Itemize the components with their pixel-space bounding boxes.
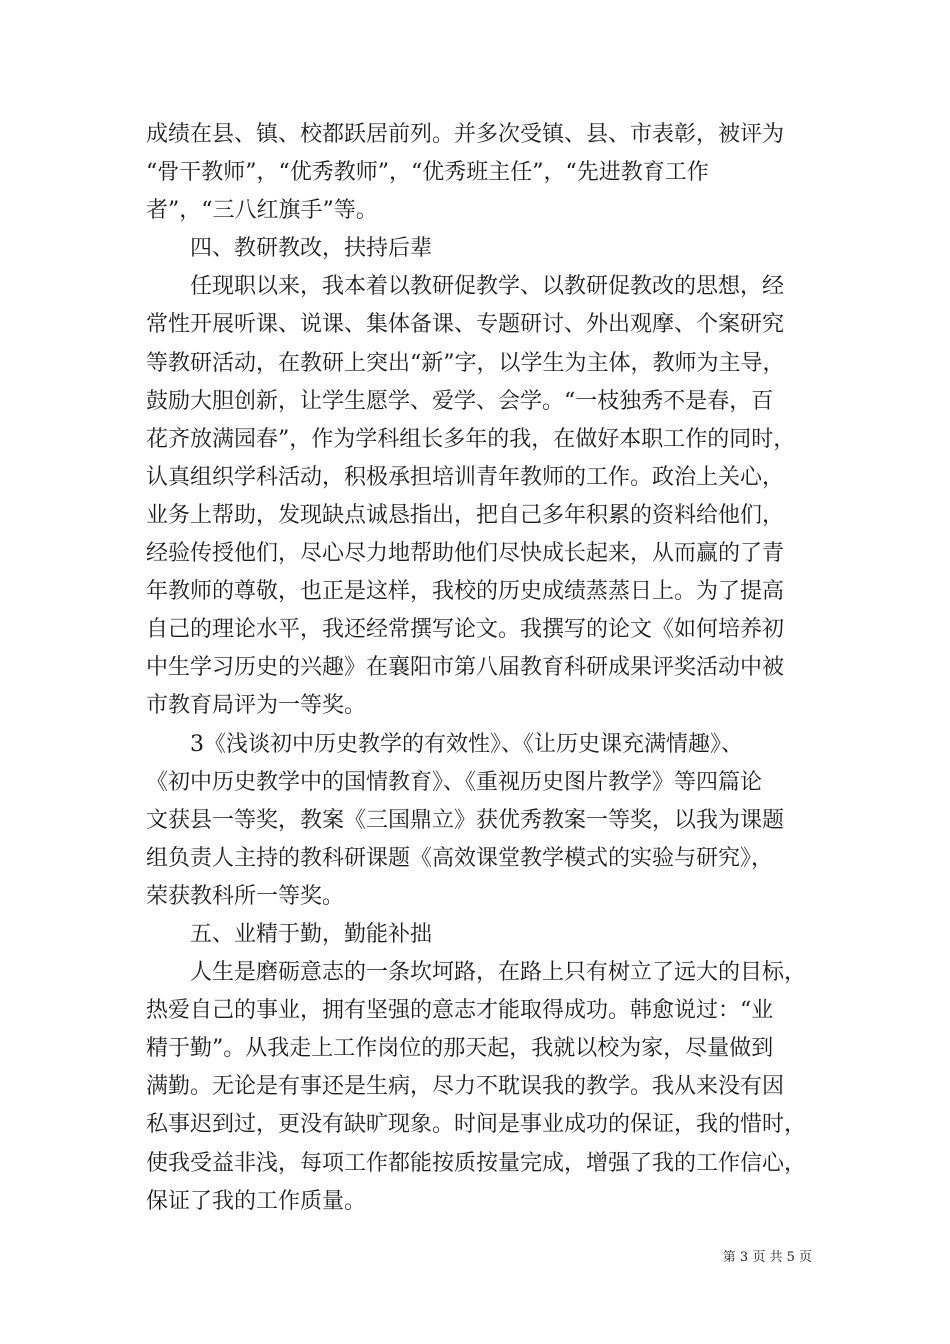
text-line: 年教师的尊敬，也正是这样，我校的历史成绩蒸蒸日上。为了提高: [146, 579, 785, 605]
text-line: 成绩在县、镇、校都跃居前列。并多次受镇、县、市表彰，被评为: [146, 122, 785, 147]
text-line: 中生学习历史的兴趣》在襄阳市第八届教育科研成果评奖活动中被: [146, 655, 785, 681]
text-line: 业务上帮助，发现缺点诚恳指出，把自己多年积累的资料给他们，: [146, 502, 785, 528]
text-line: 满勤。无论是有事还是生病，尽力不耽误我的教学。我从来没有因: [146, 1074, 785, 1100]
text-line: 认真组织学科活动，积极承担培训青年教师的工作。政治上关心，: [146, 464, 785, 490]
text-line: 自己的理论水平，我还经常撰写论文。我撰写的论文《如何培养初: [146, 617, 785, 643]
text-line: 组负责人主持的教科研课题《高效课堂教学模式的实验与研究》，: [146, 845, 774, 871]
text-line: 常性开展听课、说课、集体备课、专题研讨、外出观摩、个案研究: [146, 312, 785, 338]
body-text: [146, 116, 812, 1221]
text-line: 鼓励大胆创新，让学生愿学、爱学、会学。“一枝独秀不是春，百: [146, 388, 774, 414]
section-heading-5: 五、业精于勤，勤能补拙: [190, 921, 433, 947]
text-line: “骨干教师”，“优秀教师”，“优秀班主任”，“先进教育工作: [146, 160, 709, 186]
section-heading-4: 四、教研教改，扶持后辈: [190, 236, 433, 262]
text-line: 热爱自己的事业，拥有坚强的意志才能取得成功。韩愈说过：“业: [146, 998, 774, 1024]
text-line: 文获县一等奖，教案《三国鼎立》获优秀教案一等奖，以我为课题: [146, 807, 785, 833]
text-line: 市教育局评为一等奖。: [146, 693, 367, 719]
text-line: 私事迟到过，更没有缺旷现象。时间是事业成功的保证，我的惜时，: [146, 1112, 807, 1138]
text-line: 使我受益非浅，每项工作都能按质按量完成，增强了我的工作信心，: [146, 1150, 807, 1176]
text-line: 经验传授他们，尽心尽力地帮助他们尽快成长起来，从而赢的了青: [146, 541, 785, 567]
page-number: 第 3 页 共 5 页: [722, 1250, 812, 1265]
text-line: 精于勤”。从我走上工作岗位的那天起，我就以校为家，尽量做到: [146, 1036, 774, 1062]
text-line: 人生是磨砺意志的一条坎坷路，在路上只有树立了远大的目标，: [190, 960, 807, 986]
text-line: 者”，“三八红旗手”等。: [146, 198, 378, 224]
text-line: 任现职以来，我本着以教研促教学、以教研促教改的思想，经: [190, 274, 785, 300]
text-line: 《初中历史教学中的国情教育》、《重视历史图片教学》等四篇论: [146, 769, 763, 795]
text-line: 3《浅谈初中历史教学的有效性》、《让历史课充满情趣》、: [190, 731, 743, 757]
text-line: 保证了我的工作质量。: [146, 1188, 367, 1214]
text-line: 花齐放满园春”，作为学科组长多年的我，在做好本职工作的同时，: [146, 426, 796, 452]
text-line: 等教研活动，在教研上突出“新”字，以学生为主体，教师为主导，: [146, 350, 785, 376]
text-line: 荣获教科所一等奖。: [146, 883, 345, 909]
